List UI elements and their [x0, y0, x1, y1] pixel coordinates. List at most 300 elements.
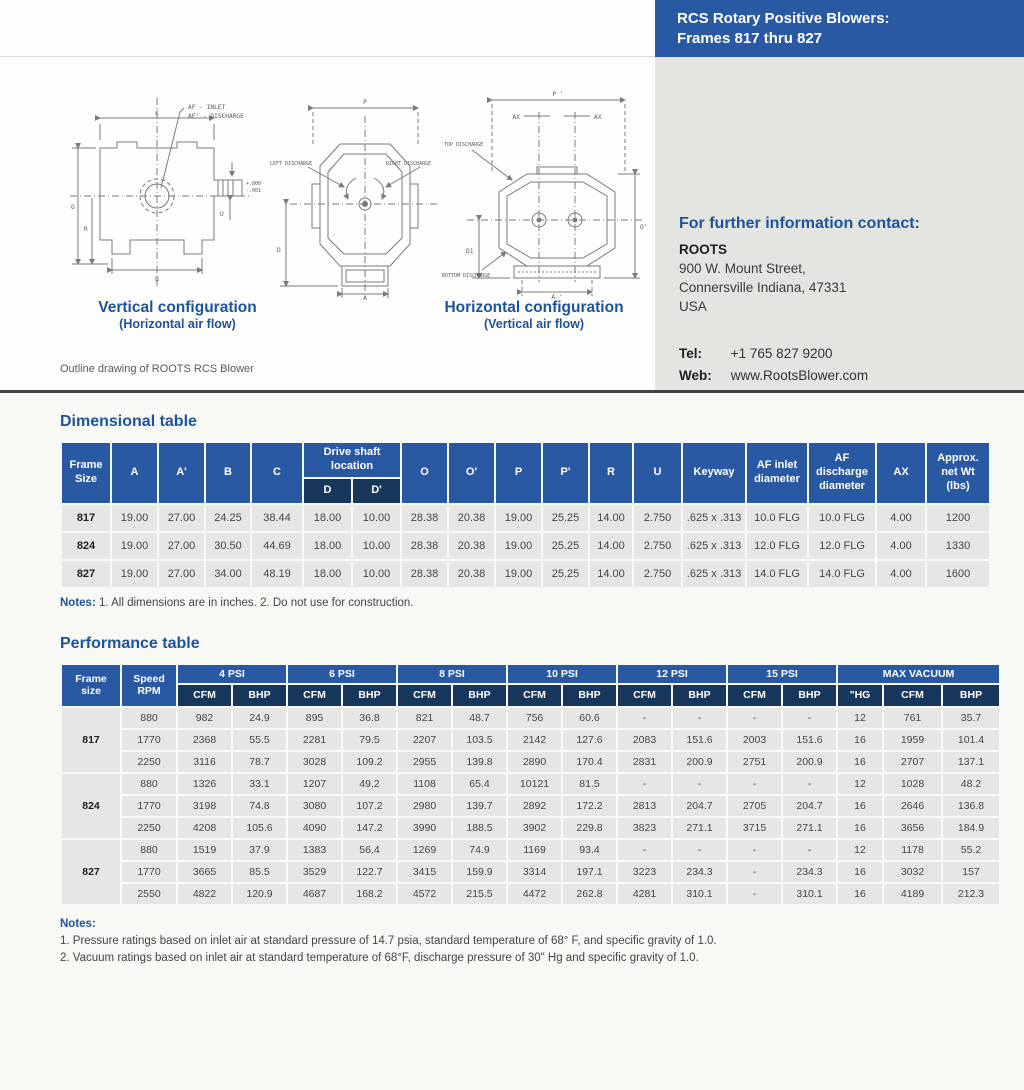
dim-value-cell: 44.69	[252, 533, 302, 559]
performance-table	[60, 663, 1001, 907]
dimensional-table	[60, 441, 991, 589]
perf-value-cell: 3990	[398, 818, 451, 838]
dim-value-cell: 25.25	[543, 505, 588, 531]
perf-value-cell: 1207	[288, 774, 341, 794]
perf-header-sub: CFM	[728, 685, 781, 706]
perf-value-cell: -	[783, 774, 836, 794]
dim-b-label: B	[155, 276, 159, 283]
perf-value-cell: 3198	[178, 796, 231, 816]
perf-value-cell: 3028	[288, 752, 341, 772]
af-discharge-label: AF' - DISCHARGE	[188, 113, 244, 120]
perf-value-cell: 197.1	[563, 862, 616, 882]
perf-value-cell: 16	[838, 884, 882, 904]
contact-tel-web	[679, 346, 1009, 383]
perf-value-cell: 2368	[178, 730, 231, 750]
dim-value-cell: 10.00	[353, 533, 400, 559]
perf-value-cell: 65.4	[453, 774, 506, 794]
perf-value-cell: 139.7	[453, 796, 506, 816]
perf-value-cell: 74.8	[233, 796, 286, 816]
perf-value-cell: 109.2	[343, 752, 396, 772]
perf-value-cell: 35.7	[943, 708, 999, 728]
perf-table-row	[62, 774, 999, 794]
dim-value-cell: 20.38	[449, 561, 494, 587]
perf-value-cell: 172.2	[563, 796, 616, 816]
contact-address-line: USA	[679, 299, 707, 314]
bottom-discharge-label: BOTTOM DISCHARGE	[442, 273, 491, 279]
perf-value-cell: 16	[838, 796, 882, 816]
dim-frame-size-cell: 817	[62, 505, 110, 531]
performance-table-title: Performance table	[60, 634, 200, 652]
perf-value-cell: 2705	[728, 796, 781, 816]
perf-value-cell: 4572	[398, 884, 451, 904]
perf-value-cell: 1169	[508, 840, 561, 860]
dim-header-ax: AX	[877, 443, 925, 503]
dim-value-cell: 14.00	[590, 533, 632, 559]
perf-value-cell: 4208	[178, 818, 231, 838]
web-label: Web:	[679, 368, 712, 383]
perf-value-cell: 159.9	[453, 862, 506, 882]
horizontal-caption-subtitle: (Vertical air flow)	[483, 317, 585, 331]
perf-header-sub: BHP	[453, 685, 506, 706]
perf-value-cell: 60.6	[563, 708, 616, 728]
dim-value-cell: 27.00	[159, 533, 204, 559]
dim-value-cell: 1330	[927, 533, 989, 559]
dim-value-cell: 18.00	[304, 505, 351, 531]
perf-header-group: 8 PSI	[398, 665, 506, 684]
dim-u-label: U	[220, 211, 224, 218]
perf-value-cell: 55.5	[233, 730, 286, 750]
af-inlet-label: AF - INLET	[188, 104, 226, 111]
perf-value-cell: 1178	[884, 840, 941, 860]
perf-value-cell: 10121	[508, 774, 561, 794]
dim-header-af-inlet: AF inlet diameter	[747, 443, 807, 503]
dim-value-cell: 27.00	[159, 505, 204, 531]
perf-value-cell: 37.9	[233, 840, 286, 860]
horizontal-caption-title: Horizontal configuration	[444, 299, 624, 316]
perf-rpm-cell: 1770	[122, 730, 176, 750]
perf-value-cell: 1519	[178, 840, 231, 860]
perf-value-cell: -	[728, 884, 781, 904]
perf-value-cell: 4090	[288, 818, 341, 838]
perf-header-sub: BHP	[783, 685, 836, 706]
dim-header-c: C	[252, 443, 302, 503]
perf-value-cell: 982	[178, 708, 231, 728]
dim-d-label: D	[277, 247, 281, 254]
perf-value-cell: 48.2	[943, 774, 999, 794]
perf-value-cell: 1108	[398, 774, 451, 794]
perf-value-cell: -	[728, 774, 781, 794]
perf-value-cell: 12	[838, 840, 882, 860]
dim-value-cell: 28.38	[402, 561, 447, 587]
perf-value-cell: 48.7	[453, 708, 506, 728]
dim-value-cell: 34.00	[206, 561, 250, 587]
perf-value-cell: 2813	[618, 796, 671, 816]
dim-a-prime-label: A '	[551, 294, 563, 301]
perf-value-cell: 310.1	[673, 884, 726, 904]
contact-heading: For further information contact:	[679, 215, 920, 232]
perf-header-group: MAX VACUUM	[838, 665, 999, 684]
perf-header-group: 10 PSI	[508, 665, 616, 684]
tolerance-minus-label: -.001	[246, 188, 262, 194]
perf-header-frame-size: Frame size	[62, 665, 120, 707]
perf-table-row	[62, 884, 999, 904]
perf-rpm-cell: 880	[122, 840, 176, 860]
perf-header-group: 4 PSI	[178, 665, 286, 684]
perf-header-sub: CFM	[178, 685, 231, 706]
dim-value-cell: 14.0 FLG	[747, 561, 807, 587]
right-discharge-label: RIGHT DISCHARGE	[386, 161, 432, 167]
perf-value-cell: 204.7	[673, 796, 726, 816]
perf-value-cell: 2083	[618, 730, 671, 750]
dim-header-frame-size: Frame Size	[62, 443, 110, 503]
perf-value-cell: 1383	[288, 840, 341, 860]
perf-value-cell: 3902	[508, 818, 561, 838]
dim-header-drive-shaft-group: Drive shaft location	[304, 443, 400, 477]
perf-value-cell: -	[673, 774, 726, 794]
perf-value-cell: 215.5	[453, 884, 506, 904]
perf-value-cell: 204.7	[783, 796, 836, 816]
perf-value-cell: 16	[838, 862, 882, 882]
perf-value-cell: 105.6	[233, 818, 286, 838]
tel-value: +1 765 827 9200	[730, 346, 833, 361]
perf-value-cell: 168.2	[343, 884, 396, 904]
perf-value-cell: 761	[884, 708, 941, 728]
perf-value-cell: 4472	[508, 884, 561, 904]
dim-table-row	[62, 561, 989, 587]
dim-header-row	[62, 443, 989, 477]
perf-value-cell: 85.5	[233, 862, 286, 882]
performance-table-notes	[60, 916, 1024, 967]
perf-header-sub: CFM	[288, 685, 341, 706]
dim-value-cell: 18.00	[304, 561, 351, 587]
perf-note-line: 1. Pressure ratings based on inlet air at standard pressure of 14.7 psia, standard temperature of 68° F, and specific gravity of 1.0.	[60, 935, 717, 948]
perf-rpm-cell: 2250	[122, 818, 176, 838]
dim-value-cell: 14.0 FLG	[809, 561, 875, 587]
perf-value-cell: 1326	[178, 774, 231, 794]
dim-value-cell: 2.750	[634, 561, 681, 587]
dim-r-label: R	[84, 226, 88, 233]
dim-d1-label: D1	[466, 248, 474, 255]
perf-frame-size-cell: 827	[62, 840, 120, 904]
dim-value-cell: 28.38	[402, 533, 447, 559]
dim-value-cell: 10.00	[353, 505, 400, 531]
perf-rpm-cell: 880	[122, 708, 176, 728]
top-discharge-label: TOP DISCHARGE	[444, 142, 484, 148]
perf-value-cell: 3314	[508, 862, 561, 882]
dim-header-p-prime: P'	[543, 443, 588, 503]
tables-section	[0, 393, 1024, 967]
perf-value-cell: 2955	[398, 752, 451, 772]
perf-value-cell: -	[728, 708, 781, 728]
perf-value-cell: 127.6	[563, 730, 616, 750]
tel-label: Tel:	[679, 346, 702, 361]
vertical-caption-title: Vertical configuration	[98, 299, 257, 316]
dim-o-label: O	[71, 204, 75, 211]
perf-value-cell: -	[673, 708, 726, 728]
perf-value-cell: 3116	[178, 752, 231, 772]
perf-value-cell: 310.1	[783, 884, 836, 904]
perf-value-cell: 74.9	[453, 840, 506, 860]
dim-value-cell: 19.00	[112, 505, 157, 531]
dim-value-cell: 20.38	[449, 505, 494, 531]
perf-value-cell: 3715	[728, 818, 781, 838]
perf-value-cell: -	[673, 840, 726, 860]
perf-header-sub: CFM	[884, 685, 941, 706]
page-title-banner	[655, 0, 1024, 57]
dim-p-prime-label: P '	[552, 91, 564, 98]
contact-address-line: Connersville Indiana, 47331	[679, 280, 847, 295]
contact-company: ROOTS	[679, 242, 728, 257]
dim-value-cell: 25.25	[543, 533, 588, 559]
perf-value-cell: -	[728, 862, 781, 882]
perf-value-cell: 200.9	[673, 752, 726, 772]
perf-header-speed-rpm: Speed RPM	[122, 665, 176, 707]
perf-value-cell: 3223	[618, 862, 671, 882]
dim-value-cell: 30.50	[206, 533, 250, 559]
dim-value-cell: 20.38	[449, 533, 494, 559]
dim-value-cell: .625 x .313	[683, 533, 745, 559]
perf-value-cell: 3529	[288, 862, 341, 882]
dim-value-cell: 14.00	[590, 505, 632, 531]
dim-ax-left-label: AX	[512, 114, 520, 121]
perf-value-cell: 2003	[728, 730, 781, 750]
perf-value-cell: 151.6	[673, 730, 726, 750]
dim-value-cell: .625 x .313	[683, 505, 745, 531]
perf-value-cell: -	[618, 840, 671, 860]
perf-rpm-cell: 2250	[122, 752, 176, 772]
dim-header-r: R	[590, 443, 632, 503]
perf-value-cell: 122.7	[343, 862, 396, 882]
dim-table-row	[62, 505, 989, 531]
perf-value-cell: 79.5	[343, 730, 396, 750]
perf-value-cell: 2890	[508, 752, 561, 772]
dim-value-cell: 27.00	[159, 561, 204, 587]
vertical-config-drawing	[62, 78, 267, 298]
dim-value-cell: 38.44	[252, 505, 302, 531]
dim-value-cell: 10.0 FLG	[747, 505, 807, 531]
perf-value-cell: 12	[838, 708, 882, 728]
perf-value-cell: 24.9	[233, 708, 286, 728]
perf-value-cell: 56.4	[343, 840, 396, 860]
dim-value-cell: 1600	[927, 561, 989, 587]
perf-value-cell: 756	[508, 708, 561, 728]
perf-value-cell: 16	[838, 752, 882, 772]
web-url[interactable]: www.RootsBlower.com	[730, 368, 869, 383]
perf-header-group: 12 PSI	[618, 665, 726, 684]
dim-header-b: B	[206, 443, 250, 503]
dim-value-cell: 25.25	[543, 561, 588, 587]
perf-value-cell: 2281	[288, 730, 341, 750]
right-column	[655, 0, 1024, 390]
dim-frame-size-cell: 827	[62, 561, 110, 587]
dim-p-label: P	[363, 99, 367, 106]
perf-value-cell: 2646	[884, 796, 941, 816]
dim-value-cell: 1200	[927, 505, 989, 531]
dim-value-cell: 4.00	[877, 505, 925, 531]
perf-value-cell: 212.3	[943, 884, 999, 904]
dim-frame-size-cell: 824	[62, 533, 110, 559]
perf-value-cell: 4822	[178, 884, 231, 904]
perf-table-row	[62, 862, 999, 882]
perf-value-cell: 234.3	[673, 862, 726, 882]
perf-table-row	[62, 708, 999, 728]
perf-value-cell: 229.8	[563, 818, 616, 838]
perf-value-cell: 157	[943, 862, 999, 882]
perf-value-cell: 12	[838, 774, 882, 794]
perf-table-row	[62, 730, 999, 750]
perf-header-sub: BHP	[943, 685, 999, 706]
perf-rpm-cell: 1770	[122, 796, 176, 816]
perf-value-cell: 36.8	[343, 708, 396, 728]
perf-value-cell: 170.4	[563, 752, 616, 772]
perf-value-cell: 3665	[178, 862, 231, 882]
perf-value-cell: -	[618, 708, 671, 728]
dim-header-o-prime: O'	[449, 443, 494, 503]
perf-value-cell: 49.2	[343, 774, 396, 794]
banner-title-line2: Frames 817 thru 827	[677, 30, 823, 47]
dim-header-u: U	[634, 443, 681, 503]
dim-value-cell: 28.38	[402, 505, 447, 531]
dim-value-cell: 24.25	[206, 505, 250, 531]
perf-value-cell: -	[783, 708, 836, 728]
perf-notes-heading: Notes:	[60, 918, 96, 931]
left-discharge-label: LEFT DISCHARGE	[270, 161, 313, 167]
perf-header-sub: BHP	[233, 685, 286, 706]
perf-value-cell: 184.9	[943, 818, 999, 838]
perf-value-cell: 3823	[618, 818, 671, 838]
dim-value-cell: 10.0 FLG	[809, 505, 875, 531]
perf-value-cell: 2980	[398, 796, 451, 816]
perf-value-cell: 81.5	[563, 774, 616, 794]
perf-value-cell: 188.5	[453, 818, 506, 838]
perf-value-cell: 16	[838, 818, 882, 838]
dim-value-cell: 2.750	[634, 505, 681, 531]
dim-a-label: A	[363, 295, 367, 301]
tel-row	[679, 346, 1009, 361]
perf-value-cell: 1959	[884, 730, 941, 750]
perf-value-cell: 137.1	[943, 752, 999, 772]
perf-rpm-cell: 2550	[122, 884, 176, 904]
perf-value-cell: 271.1	[673, 818, 726, 838]
dim-value-cell: 19.00	[112, 533, 157, 559]
perf-value-cell: 2831	[618, 752, 671, 772]
dim-o-prime-label: O'	[640, 224, 648, 231]
perf-value-cell: 136.8	[943, 796, 999, 816]
perf-value-cell: 200.9	[783, 752, 836, 772]
perf-value-cell: 1269	[398, 840, 451, 860]
perf-table-row	[62, 818, 999, 838]
contact-block	[679, 215, 1009, 390]
perf-value-cell: 3080	[288, 796, 341, 816]
horizontal-config-caption	[408, 299, 660, 331]
perf-value-cell: 4189	[884, 884, 941, 904]
dim-notes-text: 1. All dimensions are in inches. 2. Do not use for construction.	[98, 596, 414, 609]
dim-value-cell: 10.00	[353, 561, 400, 587]
outline-drawing-note: Outline drawing of ROOTS RCS Blower	[60, 363, 254, 375]
perf-value-cell: 2142	[508, 730, 561, 750]
perf-value-cell: 1028	[884, 774, 941, 794]
perf-header-sub: BHP	[673, 685, 726, 706]
perf-value-cell: 4281	[618, 884, 671, 904]
dim-header-af-discharge: AF discharge diameter	[809, 443, 875, 503]
perf-header-sub: CFM	[508, 685, 561, 706]
dim-value-cell: .625 x .313	[683, 561, 745, 587]
perf-value-cell: 93.4	[563, 840, 616, 860]
tolerance-plus-label: +.000	[246, 181, 262, 187]
perf-value-cell: 120.9	[233, 884, 286, 904]
dim-value-cell: 12.0 FLG	[747, 533, 807, 559]
perf-header-group: 6 PSI	[288, 665, 396, 684]
perf-frame-size-cell: 817	[62, 708, 120, 772]
perf-value-cell: -	[618, 774, 671, 794]
banner-title-line1: RCS Rotary Positive Blowers:	[677, 10, 890, 27]
dim-value-cell: 12.0 FLG	[809, 533, 875, 559]
dim-table-row	[62, 533, 989, 559]
perf-value-cell: 107.2	[343, 796, 396, 816]
dim-header-p: P	[496, 443, 541, 503]
dim-notes-label: Notes:	[60, 596, 96, 609]
perf-rpm-cell: 880	[122, 774, 176, 794]
perf-value-cell: -	[783, 840, 836, 860]
dim-header-d-prime: D'	[353, 479, 400, 503]
perf-value-cell: 2207	[398, 730, 451, 750]
perf-value-cell: 33.1	[233, 774, 286, 794]
dim-header-a: A	[112, 443, 157, 503]
perf-header-sub-row	[62, 685, 999, 706]
perf-table-row	[62, 796, 999, 816]
perf-value-cell: 55.2	[943, 840, 999, 860]
dim-header-a-prime: A'	[159, 443, 204, 503]
dim-value-cell: 19.00	[496, 505, 541, 531]
contact-address-line: 900 W. Mount Street,	[679, 261, 806, 276]
perf-value-cell: 2892	[508, 796, 561, 816]
dim-value-cell: 18.00	[304, 533, 351, 559]
dimensional-table-notes	[60, 597, 1024, 609]
dim-header-o: O	[402, 443, 447, 503]
perf-rpm-cell: 1770	[122, 862, 176, 882]
perf-header-group-row	[62, 665, 999, 684]
dim-value-cell: 2.750	[634, 533, 681, 559]
web-row	[679, 368, 1009, 383]
perf-value-cell: 101.4	[943, 730, 999, 750]
dim-value-cell: 19.00	[496, 533, 541, 559]
perf-value-cell: 271.1	[783, 818, 836, 838]
perf-value-cell: 139.8	[453, 752, 506, 772]
perf-table-row	[62, 840, 999, 860]
dim-value-cell: 4.00	[877, 533, 925, 559]
contact-panel	[655, 57, 1024, 390]
dim-value-cell: 19.00	[496, 561, 541, 587]
perf-value-cell: 16	[838, 730, 882, 750]
dim-value-cell: 19.00	[112, 561, 157, 587]
perf-header-sub: "HG	[838, 685, 882, 706]
perf-value-cell: 3656	[884, 818, 941, 838]
dim-value-cell: 4.00	[877, 561, 925, 587]
dim-c-label: C	[155, 110, 159, 117]
perf-header-sub: CFM	[618, 685, 671, 706]
dim-header-d: D	[304, 479, 351, 503]
top-section	[0, 0, 1024, 390]
perf-value-cell: 895	[288, 708, 341, 728]
perf-value-cell: 2751	[728, 752, 781, 772]
perf-value-cell: 151.6	[783, 730, 836, 750]
dimensional-table-title: Dimensional table	[60, 413, 197, 430]
perf-value-cell: 3032	[884, 862, 941, 882]
perf-value-cell: -	[728, 840, 781, 860]
perf-header-sub: BHP	[343, 685, 396, 706]
perf-value-cell: 3415	[398, 862, 451, 882]
perf-value-cell: 103.5	[453, 730, 506, 750]
